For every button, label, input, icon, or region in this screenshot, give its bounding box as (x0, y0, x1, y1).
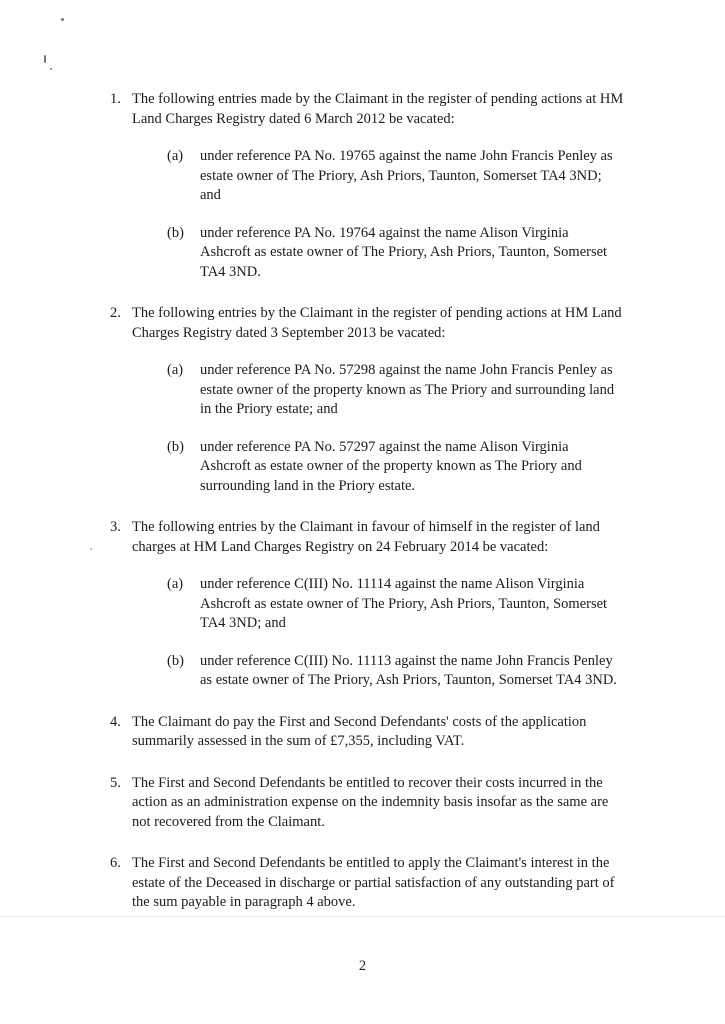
page-number: 2 (358, 958, 367, 974)
scan-speck (50, 68, 52, 70)
sub-paragraph-label: (a) (167, 576, 184, 592)
paragraph-number: 6. (110, 855, 121, 871)
sub-paragraph (167, 224, 630, 283)
scan-speck (61, 18, 64, 21)
paragraph-5 (110, 774, 630, 833)
paragraph-6 (110, 854, 630, 913)
sub-paragraph-list (167, 147, 630, 282)
paragraph-number: 1. (110, 91, 121, 107)
sub-paragraph-label: (b) (167, 224, 184, 241)
paragraph-number: 2. (110, 305, 121, 321)
paragraph-text: The following entries by the Claimant in the register of pending actions at HM Land Charges Registry dated 3 September 2013 be vacated: (132, 305, 622, 341)
sub-paragraph-label: (a) (167, 362, 184, 378)
paragraph-text: The First and Second Defendants be entitled to apply the Claimant's interest in the estate of the Deceased in discharge or partial satisfaction of any outstanding part of the sum payable in paragraph 4 above. (132, 855, 615, 910)
sub-paragraph-list (167, 361, 630, 496)
sub-paragraph (167, 361, 630, 420)
paragraph-number: 5. (110, 774, 121, 791)
scan-fold-line (0, 916, 725, 917)
scan-speck (90, 548, 92, 550)
paragraph-1 (110, 90, 630, 282)
paragraph-number: 4. (110, 713, 121, 730)
paragraph-3 (110, 518, 630, 691)
paragraph-text: The following entries made by the Claimant in the register of pending actions at HM Land Charges Registry dated 6 March 2012 be vacated: (132, 91, 624, 127)
sub-paragraph-text: under reference C(III) No. 11114 against the name Alison Virginia Ashcroft as estate owner of The Priory, Ash Priors, Taunton, Somerset TA4 3ND; and (200, 576, 608, 631)
paragraph-text: The following entries by the Claimant in favour of himself in the register of land charges at HM Land Charges Registry on 24 February 2014 be vacated: (132, 519, 600, 555)
paragraph-number: 3. (110, 519, 121, 535)
sub-paragraph-text: under reference C(III) No. 11113 against the name John Francis Penley as estate owner of The Priory, Ash Priors, Taunton, Somerset TA4 3ND. (200, 652, 617, 688)
sub-paragraph-label: (b) (167, 438, 184, 455)
paragraph-text: The Claimant do pay the First and Second Defendants' costs of the application summarily assessed in the sum of £7,355, including VAT. (132, 713, 587, 749)
sub-paragraph-label: (b) (167, 652, 184, 669)
sub-paragraph-text: under reference PA No. 19764 against the name Alison Virginia Ashcroft as estate owner of The Priory, Ash Priors, Taunton, Somerset TA4 3ND. (200, 224, 608, 280)
sub-paragraph (167, 438, 630, 497)
sub-paragraph-text: under reference PA No. 19765 against the name John Francis Penley as estate owner of The Priory, Ash Priors, Taunton, Somerset TA4 3ND; and (200, 148, 613, 203)
sub-paragraph-list (167, 575, 630, 691)
sub-paragraph (167, 652, 630, 691)
sub-paragraph-text: under reference PA No. 57297 against the name Alison Virginia Ashcroft as estate owner of the property known as The Priory and surrounding land in the Priory estate. (200, 438, 582, 494)
paragraph-4 (110, 713, 630, 752)
sub-paragraph-label: (a) (167, 148, 184, 164)
paragraph-2 (110, 304, 630, 496)
sub-paragraph-text: under reference PA No. 57298 against the name John Francis Penley as estate owner of the property known as The Priory and surrounding land in the Priory estate; and (200, 362, 615, 417)
sub-paragraph (167, 575, 630, 634)
paragraph-text: The First and Second Defendants be entitled to recover their costs incurred in the action as an administration expense on the indemnity basis insofar as the same are not recovered from the Claimant. (132, 774, 609, 830)
sub-paragraph (167, 147, 630, 206)
scan-speck (44, 55, 46, 63)
order-paragraph-list (110, 90, 630, 935)
